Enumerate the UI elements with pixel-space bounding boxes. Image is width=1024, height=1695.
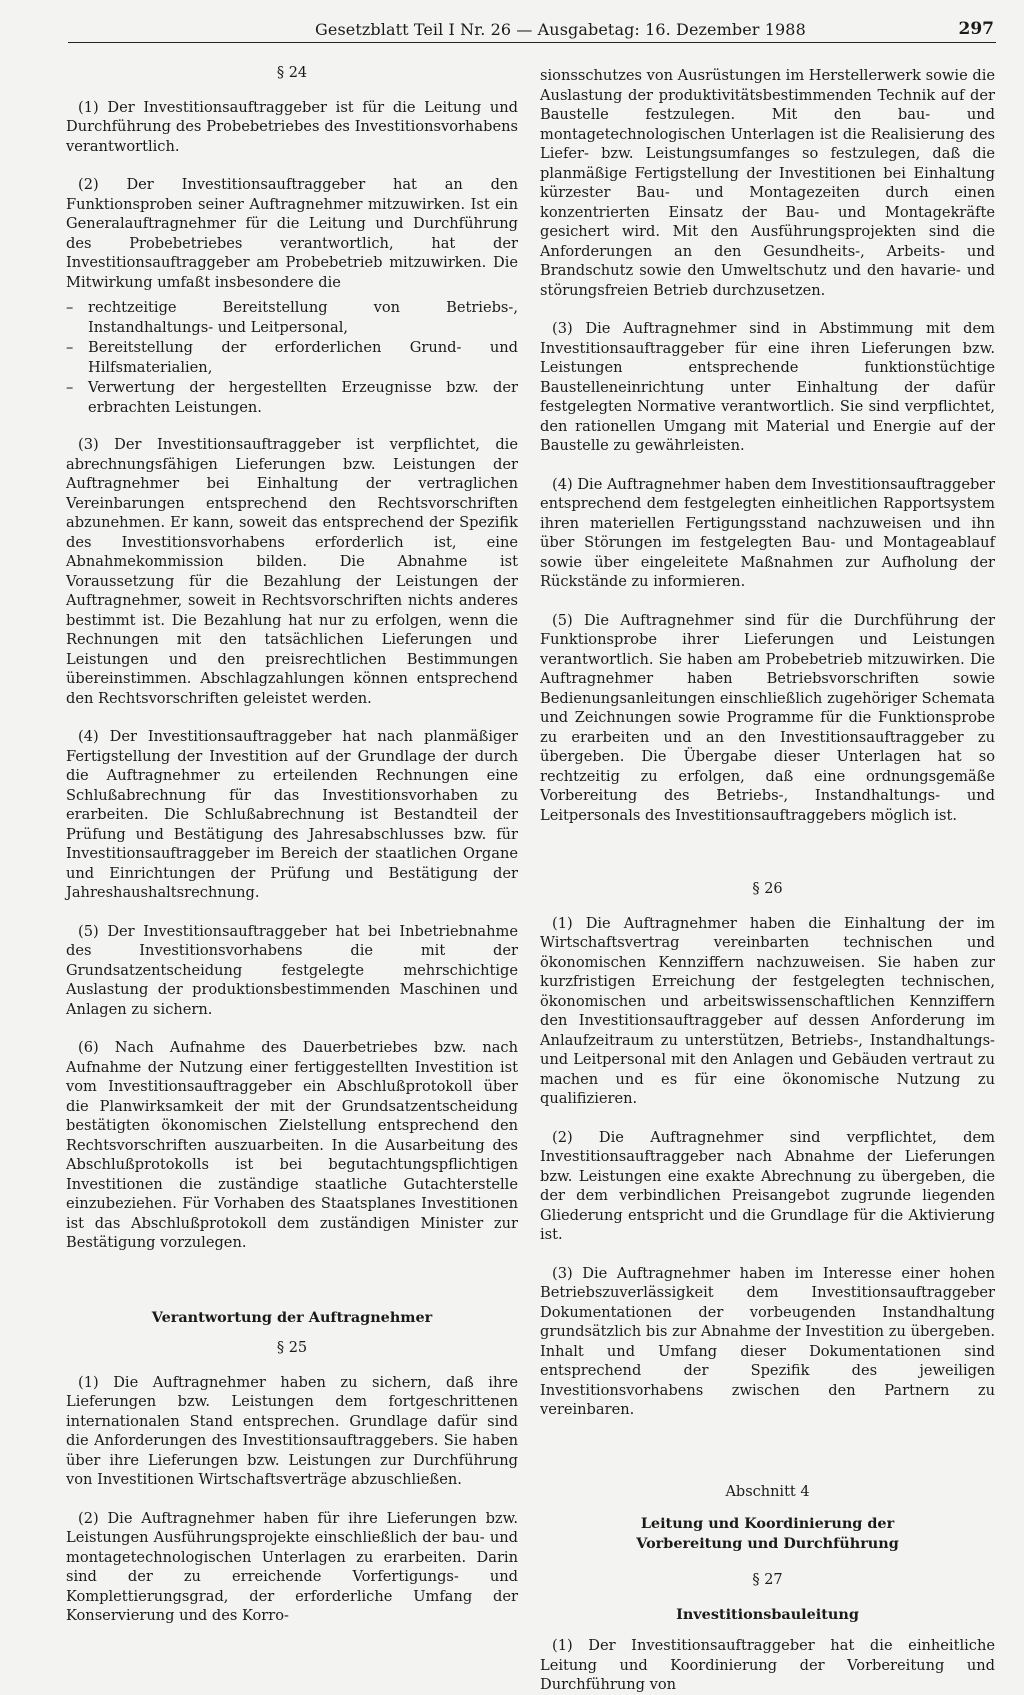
section-27-number: § 27 bbox=[752, 1572, 783, 1588]
section-25-number: § 25 bbox=[276, 1340, 308, 1356]
header-title: Gesetzblatt Teil I Nr. 26 — Ausgabetag: 16. Dezember 1988 bbox=[315, 20, 806, 39]
s24-paragraph-2: (2) Der Investitionsauftraggeber hat an den Funktionsproben seiner Auftragnehmer mitzuwirken. Ist ein Generalauftragnehmer für die Leitung und Durchführung des Probebetriebes verantwortlich, hat der Investitionsauftraggeber am Probebetrieb mitzuwirken. Die Mitwirkung umfaßt insbesondere die bbox=[66, 176, 518, 291]
s24-paragraph-4: (4) Der Investitionsauftraggeber hat nach planmäßiger Fertigstellung der Investition auf der Grundlage der durch die Auftragnehmer zu erteilenden Rechnungen eine Schlußabrechnung für das Investitionsvorhaben zu erarbeiten. Die Schlußabrechnung ist Bestandteil der Prüfung und Bestätigung des Jahresabschlusses bzw. für Investitionsauftraggeber im Bereich der staatlichen Organe und Einrichtungen der Prüfung und Bestätigung der Jahreshaushaltsrechnung. bbox=[66, 728, 518, 901]
s25-paragraph-5: (5) Die Auftragnehmer sind für die Durchführung der Funktionsprobe ihrer Lieferungen und Leistungen verantwortlich. Sie haben am Probebetrieb mitzuwirken. Die Auftragnehmer haben Betriebsvorschriften sowie Bedienungsanleitungen einschließlich zugehöriger Schemata und Zeichnungen sowie Programme für die Funktionsprobe zu erarbeiten und an den Investitionsauftraggeber zu übergeben. Die Übergabe dieser Unterlagen hat so rechtzeitig zu erfolgen, daß eine ordnungsgemäße Vorbereitung des Betriebs-, Instandhaltungs- und Leitpersonals des Investitionsauftraggebers möglich ist. bbox=[540, 611, 995, 824]
s25-paragraph-2: (2) Die Auftragnehmer haben für ihre Lieferungen bzw. Leistungen Ausführungsprojekte einschließlich der bau- und montagetechnologischen Unterlagen zu erarbeiten. Darin sind der zu erreichende Vorfertigungs- und Komplettierungsgrad, der erforderliche Umfang der Konservierung und des Korro- bbox=[66, 1509, 518, 1624]
section-24-number: § 24 bbox=[276, 65, 308, 81]
s27-title: Investitionsbauleitung bbox=[676, 1605, 859, 1623]
abschnitt-label: Abschnitt 4 bbox=[725, 1483, 810, 1500]
s24-list bbox=[66, 298, 518, 417]
s24-paragraph-6: (6) Nach Aufnahme des Dauerbetriebes bzw. nach Aufnahme der Nutzung einer fertiggestellten Investition ist vom Investitionsauftraggeber ein Abschlußprotokoll über die Planwirksamkeit der mit der Grundsatzentscheidung bestätigten ökonomischen Zielstellung entsprechend den Rechtsvorschriften auszuarbeiten. In die Ausarbeitung des Abschlußprotokolls ist bei begutachtungspflichtigen Investitionen die zuständige staatliche Gutachterstelle einzubeziehen. Für Vorhaben des Staatsplanes Investitionen ist das Abschlußprotokoll dem zuständigen Minister zur Bestätigung vorzulegen. bbox=[66, 1039, 518, 1251]
s26-paragraph-2: (2) Die Auftragnehmer sind verpflichtet, dem Investitionsauftraggeber nach Abnahme der Lieferungen bzw. Leistungen eine exakte Abrechnung zu übergeben, die der dem verbindlichen Preisangebot zugrunde liegenden Gliederung entspricht und die Grundlage für die Aktivierung ist. bbox=[540, 1128, 995, 1243]
heading-auftragnehmer: Verantwortung der Auftragnehmer bbox=[151, 1308, 433, 1326]
s25-paragraph-4: (4) Die Auftragnehmer haben dem Investitionsauftraggeber entsprechend dem festgelegten einheitlichen Rapportsystem ihren materiellen Fertigungsstand nachzuweisen und ihn über Störungen im festgelegten Bau- und Montageablauf sowie über eingeleitete Maßnahmen zur Aufholung der Rückstände zu informieren. bbox=[540, 475, 995, 590]
s25-paragraph-1: (1) Die Auftragnehmer haben zu sichern, daß ihre Lieferungen bzw. Leistungen dem fortgeschrittenen internationalen Stand entsprechen. Grundlage dafür sind die Anforderungen des Investitionsauftraggebers. Sie haben über ihre Lieferungen bzw. Leistungen zur Durchführung von Investitionen Wirtschaftsverträge abzuschließen. bbox=[66, 1373, 518, 1488]
section-26-number: § 26 bbox=[752, 881, 783, 897]
s26-paragraph-3: (3) Die Auftragnehmer haben im Interesse einer hohen Betriebszuverlässigkeit dem Investitionsauftraggeber Dokumentationen der vorbeugenden Instandhaltung grundsätzlich bis zur Abnahme der Investition zu übergeben. Inhalt und Umfang dieser Dokumentationen sind entsprechend der Spezifik des jeweiligen Investitionsvorhabens zwischen den Partnern zu vereinbaren. bbox=[540, 1264, 995, 1418]
s24-paragraph-3: (3) Der Investitionsauftraggeber ist verpflichtet, die abrechnungsfähigen Lieferungen bzw. Leistungen der Auftragnehmer bei Einhaltung der vertraglichen Vereinbarungen entsprechend den Rechtsvorschriften abzunehmen. Er kann, soweit das entsprechend der Spezifik des Investitionsvorhabens erforderlich ist, eine Abnahmekommission bilden. Die Abnahme ist Voraussetzung für die Bezahlung der Leistungen der Auftragnehmer, soweit in Rechtsvorschriften nichts anderes bestimmt ist. Die Bezahlung hat nur zu erfolgen, wenn die Rechnungen mit den tatsächlichen Lieferungen und Leistungen und den preisrechtlichen Bestimmungen übereinstimmen. Abschlagzahlungen können entsprechend den Rechtsvorschriften geleistet werden. bbox=[66, 436, 518, 707]
right-column bbox=[540, 66, 996, 1693]
left-column bbox=[66, 64, 518, 1624]
s26-paragraph-1: (1) Die Auftragnehmer haben die Einhaltung der im Wirtschaftsvertrag vereinbarten technischen und ökonomischen Kennziffern nachzuweisen. Sie haben zur kurzfristigen Erreichung der festgelegten technischen, ökonomischen und arbeitswissenschaftlichen Kennziffern den Investitionsauftraggeber auf dessen Anforderung im Anlaufzeitraum zu unterstützen, Betriebs-, Instandhaltungs- und Leitpersonal mit den Anlagen und Gebäuden vertraut zu machen und es für eine ökonomische Nutzung zu qualifizieren. bbox=[540, 914, 995, 1107]
page-number: 297 bbox=[958, 19, 994, 39]
s25-paragraph-3: (3) Die Auftragnehmer sind in Abstimmung mit dem Investitionsauftraggeber für eine ihren Lieferungen bzw. Leistungen entsprechende funktionstüchtige Baustelleneinrichtung unter Einhaltung der dafür festgelegten Normative verantwortlich. Sie sind verpflichtet, den rationellen Umgang mit Material und Energie auf der Baustelle zu gewährleisten. bbox=[540, 320, 995, 454]
s24-paragraph-1: (1) Der Investitionsauftraggeber ist für die Leitung und Durchführung des Probebetriebes des Investitionsvorhabens verantwortlich. bbox=[66, 98, 518, 155]
list-item: – Bereitstellung der erforderlichen Grund- und Hilfsmaterialien, bbox=[66, 338, 518, 377]
abschnitt-title: Leitung und Koordinierung der Vorbereitung und Durchführung bbox=[636, 1515, 899, 1552]
s25-paragraph-2-continued: sionsschutzes von Ausrüstungen im Herstellerwerk sowie die Auslastung der produktivitätsbestimmenden Technik auf der Baustelle festzulegen. Mit den bau- und montagetechnologischen Unterlagen ist die Realisierung des Liefer- bzw. Leistungsumfanges so festzulegen, daß die planmäßige Fertigstellung der Investitionen bei Einhaltung kürzester Bau- und Montagezeiten durch einen konzentrierten Einsatz der Bau- und Montagekräfte gesichert wird. Mit den Ausführungsprojekten sind die Anforderungen an den Gesundheits-, Arbeits- und Brandschutz sowie den Umweltschutz und den havarie- und störungsfreien Betrieb durchzusetzen. bbox=[540, 67, 996, 299]
header-rule bbox=[68, 42, 996, 43]
list-item: – rechtzeitige Bereitstellung von Betriebs-, Instandhaltungs- und Leitpersonal, bbox=[66, 298, 518, 337]
list-item: – Verwertung der hergestellten Erzeugnisse bzw. der erbrachten Leistungen. bbox=[66, 378, 518, 417]
page-header bbox=[70, 16, 994, 42]
s24-paragraph-5: (5) Der Investitionsauftraggeber hat bei Inbetriebnahme des Investitionsvorhabens die mit der Grundsatzentscheidung festgelegte mehrschichtige Auslastung der produktionsbestimmenden Maschinen und Anlagen zu sichern. bbox=[66, 922, 518, 1018]
s27-paragraph-1: (1) Der Investitionsauftraggeber hat die einheitliche Leitung und Koordinierung der Vorbereitung und Durchführung von bbox=[540, 1637, 995, 1693]
